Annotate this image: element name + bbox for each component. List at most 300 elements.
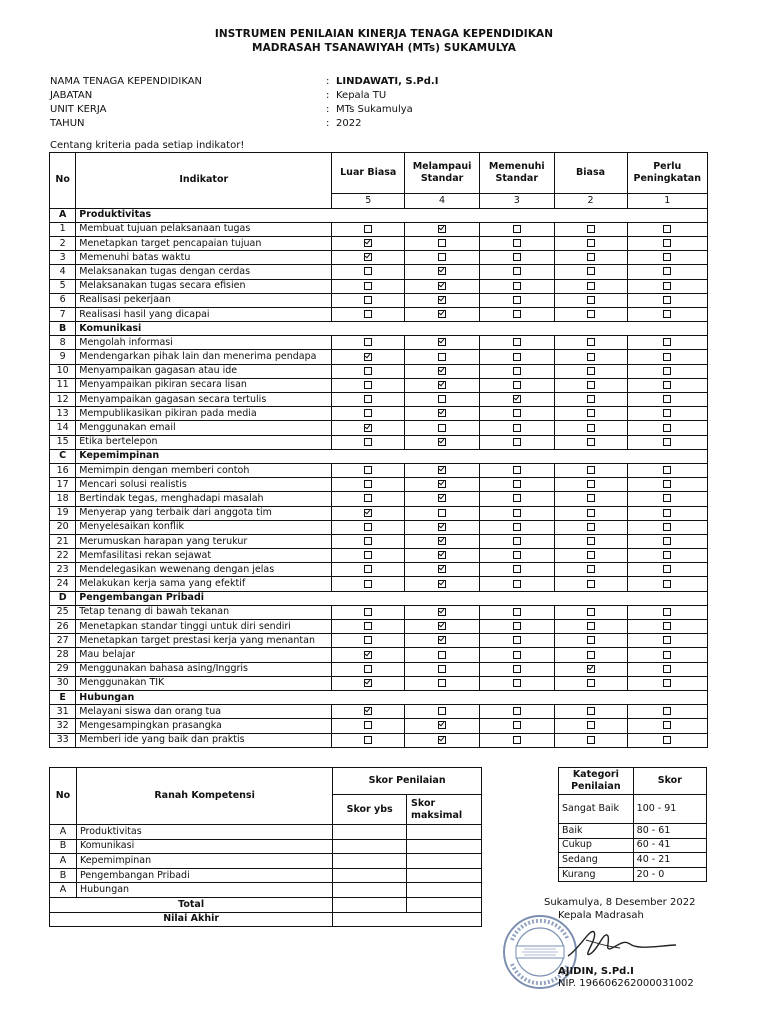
checkbox-icon[interactable]	[663, 679, 671, 687]
checkbox-icon[interactable]	[587, 381, 595, 389]
checkbox-icon[interactable]	[587, 296, 595, 304]
checkbox-icon[interactable]	[438, 381, 446, 389]
checkbox-icon[interactable]	[364, 239, 372, 247]
checkbox-icon[interactable]	[438, 424, 446, 432]
criteria-cell[interactable]	[479, 435, 554, 449]
criteria-cell[interactable]	[554, 648, 627, 662]
criteria-cell[interactable]	[627, 662, 708, 676]
criteria-cell[interactable]	[479, 620, 554, 634]
checkbox-icon[interactable]	[587, 721, 595, 729]
criteria-cell[interactable]	[479, 577, 554, 591]
checkbox-icon[interactable]	[513, 707, 521, 715]
criteria-cell[interactable]	[479, 364, 554, 378]
criteria-cell[interactable]	[332, 506, 405, 520]
criteria-cell[interactable]	[405, 364, 480, 378]
checkbox-icon[interactable]	[513, 665, 521, 673]
criteria-cell[interactable]	[479, 407, 554, 421]
criteria-cell[interactable]	[479, 733, 554, 747]
checkbox-icon[interactable]	[513, 509, 521, 517]
criteria-cell[interactable]	[479, 478, 554, 492]
criteria-cell[interactable]	[627, 378, 708, 392]
criteria-cell[interactable]	[479, 279, 554, 293]
criteria-cell[interactable]	[627, 719, 708, 733]
criteria-cell[interactable]	[554, 350, 627, 364]
checkbox-icon[interactable]	[587, 480, 595, 488]
criteria-cell[interactable]	[554, 520, 627, 534]
checkbox-icon[interactable]	[364, 353, 372, 361]
checkbox-icon[interactable]	[587, 565, 595, 573]
criteria-cell[interactable]	[405, 350, 480, 364]
checkbox-icon[interactable]	[364, 736, 372, 744]
criteria-cell[interactable]	[405, 421, 480, 435]
checkbox-icon[interactable]	[364, 679, 372, 687]
checkbox-icon[interactable]	[364, 622, 372, 630]
checkbox-icon[interactable]	[663, 622, 671, 630]
criteria-cell[interactable]	[405, 662, 480, 676]
criteria-cell[interactable]	[627, 307, 708, 321]
criteria-cell[interactable]	[405, 393, 480, 407]
criteria-cell[interactable]	[479, 265, 554, 279]
checkbox-icon[interactable]	[513, 537, 521, 545]
criteria-cell[interactable]	[332, 662, 405, 676]
checkbox-icon[interactable]	[438, 253, 446, 261]
checkbox-icon[interactable]	[587, 239, 595, 247]
checkbox-icon[interactable]	[587, 225, 595, 233]
checkbox-icon[interactable]	[438, 338, 446, 346]
checkbox-icon[interactable]	[364, 225, 372, 233]
checkbox-icon[interactable]	[587, 537, 595, 545]
criteria-cell[interactable]	[405, 676, 480, 690]
checkbox-icon[interactable]	[663, 665, 671, 673]
criteria-cell[interactable]	[332, 577, 405, 591]
checkbox-icon[interactable]	[364, 395, 372, 403]
checkbox-icon[interactable]	[438, 580, 446, 588]
criteria-cell[interactable]	[554, 222, 627, 236]
checkbox-icon[interactable]	[663, 438, 671, 446]
criteria-cell[interactable]	[554, 620, 627, 634]
criteria-cell[interactable]	[479, 705, 554, 719]
checkbox-icon[interactable]	[513, 310, 521, 318]
checkbox-icon[interactable]	[587, 707, 595, 715]
checkbox-icon[interactable]	[513, 253, 521, 261]
criteria-cell[interactable]	[479, 648, 554, 662]
checkbox-icon[interactable]	[587, 494, 595, 502]
checkbox-icon[interactable]	[513, 523, 521, 531]
criteria-cell[interactable]	[479, 350, 554, 364]
checkbox-icon[interactable]	[513, 636, 521, 644]
checkbox-icon[interactable]	[364, 551, 372, 559]
criteria-cell[interactable]	[627, 407, 708, 421]
checkbox-icon[interactable]	[438, 736, 446, 744]
criteria-cell[interactable]	[554, 463, 627, 477]
checkbox-icon[interactable]	[663, 253, 671, 261]
criteria-cell[interactable]	[479, 336, 554, 350]
criteria-cell[interactable]	[332, 705, 405, 719]
criteria-cell[interactable]	[405, 620, 480, 634]
checkbox-icon[interactable]	[587, 665, 595, 673]
checkbox-icon[interactable]	[587, 651, 595, 659]
checkbox-icon[interactable]	[364, 282, 372, 290]
criteria-cell[interactable]	[554, 435, 627, 449]
checkbox-icon[interactable]	[364, 267, 372, 275]
checkbox-icon[interactable]	[438, 665, 446, 673]
criteria-cell[interactable]	[405, 563, 480, 577]
checkbox-icon[interactable]	[364, 665, 372, 673]
criteria-cell[interactable]	[332, 407, 405, 421]
criteria-cell[interactable]	[332, 293, 405, 307]
criteria-cell[interactable]	[405, 293, 480, 307]
checkbox-icon[interactable]	[513, 381, 521, 389]
criteria-cell[interactable]	[479, 251, 554, 265]
checkbox-icon[interactable]	[663, 296, 671, 304]
criteria-cell[interactable]	[405, 236, 480, 250]
criteria-cell[interactable]	[479, 534, 554, 548]
checkbox-icon[interactable]	[663, 580, 671, 588]
criteria-cell[interactable]	[627, 336, 708, 350]
criteria-cell[interactable]	[332, 393, 405, 407]
checkbox-icon[interactable]	[663, 225, 671, 233]
checkbox-icon[interactable]	[438, 537, 446, 545]
criteria-cell[interactable]	[627, 393, 708, 407]
criteria-cell[interactable]	[405, 648, 480, 662]
criteria-cell[interactable]	[554, 265, 627, 279]
checkbox-icon[interactable]	[513, 466, 521, 474]
criteria-cell[interactable]	[627, 265, 708, 279]
criteria-cell[interactable]	[627, 492, 708, 506]
criteria-cell[interactable]	[405, 634, 480, 648]
checkbox-icon[interactable]	[513, 565, 521, 573]
criteria-cell[interactable]	[479, 492, 554, 506]
checkbox-icon[interactable]	[587, 551, 595, 559]
criteria-cell[interactable]	[627, 293, 708, 307]
checkbox-icon[interactable]	[663, 239, 671, 247]
checkbox-icon[interactable]	[438, 608, 446, 616]
checkbox-icon[interactable]	[364, 537, 372, 545]
criteria-cell[interactable]	[479, 222, 554, 236]
criteria-cell[interactable]	[554, 705, 627, 719]
criteria-cell[interactable]	[554, 506, 627, 520]
criteria-cell[interactable]	[554, 676, 627, 690]
checkbox-icon[interactable]	[364, 409, 372, 417]
criteria-cell[interactable]	[332, 378, 405, 392]
checkbox-icon[interactable]	[663, 551, 671, 559]
checkbox-icon[interactable]	[513, 353, 521, 361]
checkbox-icon[interactable]	[438, 551, 446, 559]
criteria-cell[interactable]	[554, 293, 627, 307]
criteria-cell[interactable]	[405, 705, 480, 719]
criteria-cell[interactable]	[479, 563, 554, 577]
checkbox-icon[interactable]	[513, 239, 521, 247]
checkbox-icon[interactable]	[513, 296, 521, 304]
criteria-cell[interactable]	[627, 705, 708, 719]
checkbox-icon[interactable]	[587, 367, 595, 375]
checkbox-icon[interactable]	[438, 239, 446, 247]
criteria-cell[interactable]	[332, 733, 405, 747]
checkbox-icon[interactable]	[663, 381, 671, 389]
checkbox-icon[interactable]	[663, 466, 671, 474]
checkbox-icon[interactable]	[438, 395, 446, 403]
criteria-cell[interactable]	[332, 251, 405, 265]
checkbox-icon[interactable]	[663, 509, 671, 517]
checkbox-icon[interactable]	[587, 509, 595, 517]
criteria-cell[interactable]	[627, 463, 708, 477]
checkbox-icon[interactable]	[364, 608, 372, 616]
criteria-cell[interactable]	[332, 435, 405, 449]
criteria-cell[interactable]	[332, 719, 405, 733]
criteria-cell[interactable]	[405, 222, 480, 236]
checkbox-icon[interactable]	[513, 679, 521, 687]
criteria-cell[interactable]	[332, 463, 405, 477]
checkbox-icon[interactable]	[364, 480, 372, 488]
criteria-cell[interactable]	[332, 350, 405, 364]
criteria-cell[interactable]	[332, 563, 405, 577]
checkbox-icon[interactable]	[587, 338, 595, 346]
criteria-cell[interactable]	[627, 478, 708, 492]
checkbox-icon[interactable]	[663, 282, 671, 290]
criteria-cell[interactable]	[405, 265, 480, 279]
checkbox-icon[interactable]	[438, 494, 446, 502]
checkbox-icon[interactable]	[587, 736, 595, 744]
criteria-cell[interactable]	[554, 577, 627, 591]
criteria-cell[interactable]	[332, 364, 405, 378]
criteria-cell[interactable]	[554, 605, 627, 619]
criteria-cell[interactable]	[554, 634, 627, 648]
criteria-cell[interactable]	[627, 435, 708, 449]
checkbox-icon[interactable]	[513, 480, 521, 488]
criteria-cell[interactable]	[554, 534, 627, 548]
criteria-cell[interactable]	[332, 534, 405, 548]
criteria-cell[interactable]	[479, 393, 554, 407]
criteria-cell[interactable]	[554, 563, 627, 577]
criteria-cell[interactable]	[405, 435, 480, 449]
checkbox-icon[interactable]	[513, 721, 521, 729]
criteria-cell[interactable]	[332, 279, 405, 293]
checkbox-icon[interactable]	[663, 367, 671, 375]
criteria-cell[interactable]	[554, 492, 627, 506]
criteria-cell[interactable]	[627, 648, 708, 662]
criteria-cell[interactable]	[332, 307, 405, 321]
criteria-cell[interactable]	[627, 506, 708, 520]
checkbox-icon[interactable]	[364, 253, 372, 261]
checkbox-icon[interactable]	[513, 282, 521, 290]
checkbox-icon[interactable]	[587, 409, 595, 417]
checkbox-icon[interactable]	[364, 651, 372, 659]
checkbox-icon[interactable]	[587, 438, 595, 446]
criteria-cell[interactable]	[554, 393, 627, 407]
criteria-cell[interactable]	[554, 407, 627, 421]
criteria-cell[interactable]	[332, 620, 405, 634]
criteria-cell[interactable]	[405, 506, 480, 520]
checkbox-icon[interactable]	[438, 509, 446, 517]
criteria-cell[interactable]	[332, 478, 405, 492]
criteria-cell[interactable]	[554, 478, 627, 492]
checkbox-icon[interactable]	[438, 438, 446, 446]
criteria-cell[interactable]	[627, 605, 708, 619]
criteria-cell[interactable]	[554, 307, 627, 321]
criteria-cell[interactable]	[405, 378, 480, 392]
checkbox-icon[interactable]	[438, 622, 446, 630]
checkbox-icon[interactable]	[364, 494, 372, 502]
checkbox-icon[interactable]	[587, 523, 595, 531]
criteria-cell[interactable]	[627, 534, 708, 548]
checkbox-icon[interactable]	[587, 353, 595, 361]
criteria-cell[interactable]	[405, 478, 480, 492]
criteria-cell[interactable]	[479, 634, 554, 648]
checkbox-icon[interactable]	[364, 381, 372, 389]
criteria-cell[interactable]	[405, 520, 480, 534]
checkbox-icon[interactable]	[587, 253, 595, 261]
checkbox-icon[interactable]	[438, 707, 446, 715]
checkbox-icon[interactable]	[438, 679, 446, 687]
criteria-cell[interactable]	[479, 307, 554, 321]
checkbox-icon[interactable]	[663, 424, 671, 432]
checkbox-icon[interactable]	[663, 537, 671, 545]
criteria-cell[interactable]	[554, 733, 627, 747]
criteria-cell[interactable]	[554, 421, 627, 435]
criteria-cell[interactable]	[479, 605, 554, 619]
criteria-cell[interactable]	[405, 719, 480, 733]
checkbox-icon[interactable]	[513, 267, 521, 275]
checkbox-icon[interactable]	[587, 267, 595, 275]
checkbox-icon[interactable]	[364, 338, 372, 346]
checkbox-icon[interactable]	[513, 651, 521, 659]
checkbox-icon[interactable]	[438, 310, 446, 318]
criteria-cell[interactable]	[405, 307, 480, 321]
criteria-cell[interactable]	[332, 222, 405, 236]
checkbox-icon[interactable]	[364, 424, 372, 432]
checkbox-icon[interactable]	[587, 580, 595, 588]
checkbox-icon[interactable]	[587, 608, 595, 616]
criteria-cell[interactable]	[479, 463, 554, 477]
criteria-cell[interactable]	[405, 407, 480, 421]
criteria-cell[interactable]	[554, 719, 627, 733]
criteria-cell[interactable]	[479, 676, 554, 690]
criteria-cell[interactable]	[332, 421, 405, 435]
checkbox-icon[interactable]	[513, 580, 521, 588]
criteria-cell[interactable]	[332, 265, 405, 279]
checkbox-icon[interactable]	[438, 282, 446, 290]
checkbox-icon[interactable]	[513, 551, 521, 559]
criteria-cell[interactable]	[405, 549, 480, 563]
checkbox-icon[interactable]	[438, 565, 446, 573]
checkbox-icon[interactable]	[663, 565, 671, 573]
checkbox-icon[interactable]	[513, 438, 521, 446]
checkbox-icon[interactable]	[438, 523, 446, 531]
checkbox-icon[interactable]	[364, 523, 372, 531]
criteria-cell[interactable]	[554, 236, 627, 250]
checkbox-icon[interactable]	[438, 353, 446, 361]
checkbox-icon[interactable]	[438, 225, 446, 233]
criteria-cell[interactable]	[627, 251, 708, 265]
checkbox-icon[interactable]	[513, 608, 521, 616]
criteria-cell[interactable]	[332, 605, 405, 619]
criteria-cell[interactable]	[332, 634, 405, 648]
checkbox-icon[interactable]	[438, 367, 446, 375]
checkbox-icon[interactable]	[364, 367, 372, 375]
criteria-cell[interactable]	[405, 336, 480, 350]
checkbox-icon[interactable]	[513, 367, 521, 375]
checkbox-icon[interactable]	[364, 296, 372, 304]
criteria-cell[interactable]	[479, 520, 554, 534]
criteria-cell[interactable]	[554, 251, 627, 265]
checkbox-icon[interactable]	[364, 721, 372, 729]
checkbox-icon[interactable]	[364, 466, 372, 474]
checkbox-icon[interactable]	[364, 707, 372, 715]
checkbox-icon[interactable]	[587, 622, 595, 630]
criteria-cell[interactable]	[627, 222, 708, 236]
criteria-cell[interactable]	[627, 577, 708, 591]
criteria-cell[interactable]	[627, 620, 708, 634]
checkbox-icon[interactable]	[438, 296, 446, 304]
criteria-cell[interactable]	[405, 605, 480, 619]
checkbox-icon[interactable]	[364, 580, 372, 588]
criteria-cell[interactable]	[405, 492, 480, 506]
checkbox-icon[interactable]	[663, 636, 671, 644]
criteria-cell[interactable]	[479, 421, 554, 435]
criteria-cell[interactable]	[405, 251, 480, 265]
criteria-cell[interactable]	[405, 279, 480, 293]
checkbox-icon[interactable]	[663, 480, 671, 488]
checkbox-icon[interactable]	[438, 267, 446, 275]
checkbox-icon[interactable]	[438, 480, 446, 488]
checkbox-icon[interactable]	[663, 523, 671, 531]
checkbox-icon[interactable]	[513, 409, 521, 417]
checkbox-icon[interactable]	[663, 409, 671, 417]
criteria-cell[interactable]	[554, 378, 627, 392]
criteria-cell[interactable]	[479, 506, 554, 520]
checkbox-icon[interactable]	[438, 636, 446, 644]
checkbox-icon[interactable]	[663, 721, 671, 729]
checkbox-icon[interactable]	[663, 267, 671, 275]
checkbox-icon[interactable]	[663, 310, 671, 318]
criteria-cell[interactable]	[627, 520, 708, 534]
criteria-cell[interactable]	[405, 577, 480, 591]
criteria-cell[interactable]	[627, 279, 708, 293]
checkbox-icon[interactable]	[513, 225, 521, 233]
criteria-cell[interactable]	[479, 293, 554, 307]
criteria-cell[interactable]	[627, 549, 708, 563]
checkbox-icon[interactable]	[587, 679, 595, 687]
checkbox-icon[interactable]	[663, 353, 671, 361]
criteria-cell[interactable]	[479, 236, 554, 250]
criteria-cell[interactable]	[479, 662, 554, 676]
criteria-cell[interactable]	[627, 563, 708, 577]
checkbox-icon[interactable]	[513, 622, 521, 630]
checkbox-icon[interactable]	[663, 707, 671, 715]
criteria-cell[interactable]	[627, 733, 708, 747]
criteria-cell[interactable]	[627, 421, 708, 435]
checkbox-icon[interactable]	[513, 494, 521, 502]
criteria-cell[interactable]	[554, 549, 627, 563]
criteria-cell[interactable]	[332, 549, 405, 563]
criteria-cell[interactable]	[332, 492, 405, 506]
checkbox-icon[interactable]	[663, 651, 671, 659]
criteria-cell[interactable]	[332, 648, 405, 662]
criteria-cell[interactable]	[332, 336, 405, 350]
checkbox-icon[interactable]	[364, 565, 372, 573]
checkbox-icon[interactable]	[438, 721, 446, 729]
checkbox-icon[interactable]	[663, 608, 671, 616]
checkbox-icon[interactable]	[513, 424, 521, 432]
checkbox-icon[interactable]	[663, 395, 671, 403]
criteria-cell[interactable]	[479, 719, 554, 733]
checkbox-icon[interactable]	[438, 409, 446, 417]
criteria-cell[interactable]	[554, 279, 627, 293]
criteria-cell[interactable]	[554, 662, 627, 676]
checkbox-icon[interactable]	[438, 466, 446, 474]
criteria-cell[interactable]	[627, 350, 708, 364]
checkbox-icon[interactable]	[364, 509, 372, 517]
